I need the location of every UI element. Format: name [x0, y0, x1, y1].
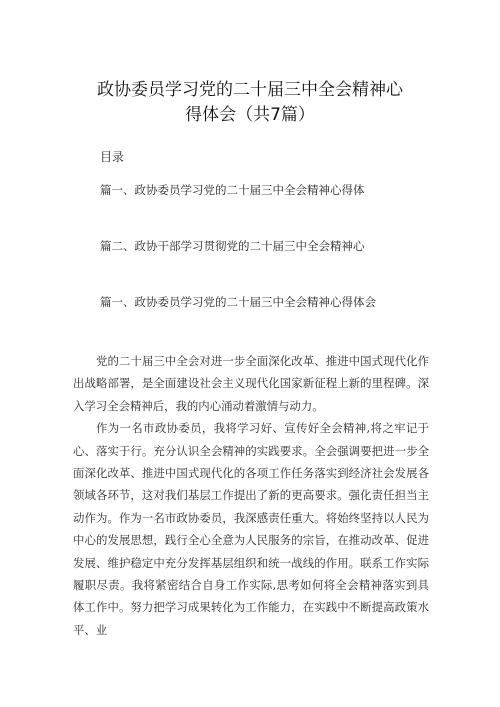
toc-heading: 目录: [100, 150, 125, 164]
toc-item-2[interactable]: 篇二、政协干部学习贯彻党的二十届三中全会精神心: [100, 239, 365, 253]
document-title: [60, 78, 440, 128]
section-heading: 篇一、政协委员学习党的二十届三中全会精神心得体会: [100, 295, 376, 309]
paragraph-2: 作为一名市政协委员，我将学习好、宣传好全会精神,将之牢记于心、落实于行。充分认识全会精神的实践要求。全会强调要把进一步全面深化改革、推进中国式现代化的各项工作任务落实到经济社会发展各领域各环节，这对我们基层工作提出了新的更高要求。强化责任担当主动作为。作为一名市政协委员，我深感责任重大。将始终坚持以人民为中心的发展思想，践行全心全意为人民服务的宗旨，在推动改革、促进发展、维护稳定中充分发挥基层组织和统一战线的作用。联系工作实际履职尽责。我将紧密结合自身工作实际,思考如何将全会精神落实到具体工作中。努力把学习成果转化为工作能力，在实践中不断提高政策水平、业: [73, 421, 429, 637]
title-line-1: 政协委员学习党的二十届三中全会精神心: [97, 80, 403, 100]
toc-item-1[interactable]: 篇一、政协委员学习党的二十届三中全会精神心得体: [100, 183, 365, 197]
body-text: [73, 350, 429, 641]
title-line-2: 得体会（共7篇）: [185, 105, 315, 125]
paragraph-1: 党的二十届三中全会对进一步全面深化改革、推进中国式现代化作出战略部署，是全面建设社会主义现代化国家新征程上新的里程碑。深入学习全会精神后，我的内心涌动着激情与动力。: [73, 354, 429, 413]
